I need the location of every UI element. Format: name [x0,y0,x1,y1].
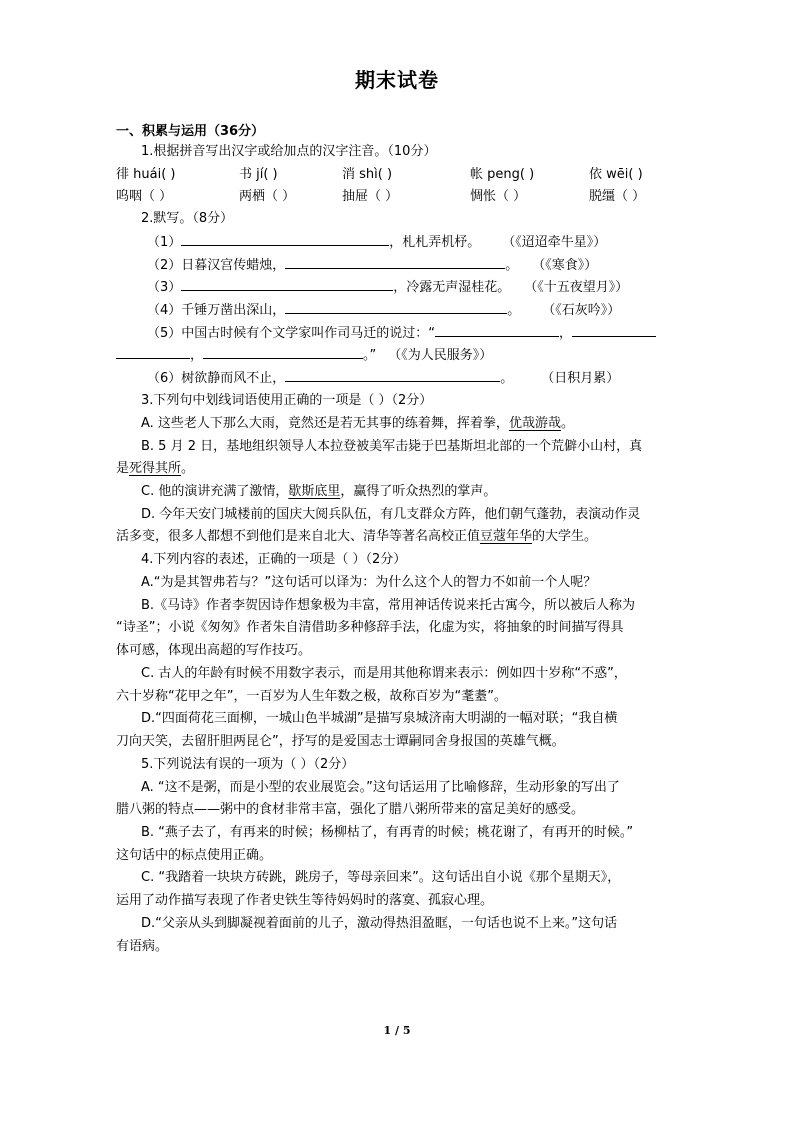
answer-blank[interactable] [181,278,393,291]
option-text: 的大学生。 [532,529,598,544]
question-4-stem: 4.下列内容的表述，正确的一项是（ ）（2分） [141,552,407,567]
dictation-line-5-cont [116,346,492,365]
answer-blank[interactable] [285,301,507,314]
question-5-stem: 5.下列说法有误的一项为（ ）（2分） [141,757,355,772]
option-d: D. 今年天安门城楼前的国庆大阅兵队伍，有几支群众方阵，他们朝气蓬勃，表演动作灵 [141,507,641,522]
line-source: （《十五夜望月》） [524,280,629,295]
line-text: ， [559,326,573,341]
option-d-cont [116,528,597,546]
underlined-word: 豆蔻年华 [480,529,533,544]
underlined-word: 歇斯底里 [288,484,341,499]
line-text: 。 [500,371,514,386]
pinyin-item: 依 wēi( ) [589,167,643,182]
option-a [141,415,574,433]
option-b-cont: 这句话中的标点使用正确。 [116,848,273,863]
option-text: A. 这些老人下那么大雨，竟然还是若无其事的练着舞，挥着拳， [141,416,509,431]
line-text: ， [190,348,204,363]
option-c: C. 古人的年龄有时候不用数字表示，而是用其他称谓来表示：例如四十岁称“不惑”， [141,666,627,681]
line-source: （日积月累） [541,371,620,386]
dictation-line-2 [147,256,597,275]
option-c-cont: 六十岁称“花甲之年”，一百岁为人生年数之极，故称百岁为“耄耋”。 [116,689,507,704]
line-text: （5）中国古时候有个文学家叫作司马迁的说过：“ [147,326,436,341]
dictation-line-6 [147,369,619,388]
line-text: ，札札弄机杼。 [389,235,481,250]
line-text: 。” [363,348,377,363]
answer-blank[interactable] [435,324,559,337]
section-heading: 一、积累与运用（36分） [116,124,265,139]
line-text: ，冷露无声湿桂花。 [393,280,511,295]
question-3-stem: 3.下列句中划线词语使用正确的一项是（ ）（2分） [141,393,433,408]
dictation-line-5 [147,324,656,343]
line-label: （3） [147,280,182,295]
option-text: C. 他的演讲充满了激情， [141,484,289,499]
option-b: B.《马诗》作者李贺因诗作想象极为丰富，常用神话传说来托古寓今，所以被后人称为 [141,598,636,613]
pinyin-item: 脱缰（ ） [589,189,646,204]
option-a-cont: 腊八粥的特点——粥中的食材非常丰富，强化了腊八粥所带来的富足美好的感受。 [116,802,585,817]
option-d-cont: 刀向天笑，去留肝胆两昆仑”，抒写的是爱国志士谭嗣同舍身报国的英雄气概。 [116,734,565,749]
question-1-stem: 1.根据拼音写出汉字或给加点的汉字注音。（10分） [141,144,437,159]
option-c: C. “我踏着一块块方砖跳，跳房子，等母亲回来”。这句话出自小说《那个星期天》， [141,870,621,885]
option-c [141,483,496,501]
option-a: A.“为是其智弗若与？”这句话可以译为：为什么这个人的智力不如前一个人呢？ [141,575,597,590]
pinyin-item: 书 jí( ) [239,167,278,182]
line-source: （《迢迢牵牛星》） [502,235,607,250]
option-b: B. 5 月 2 日，基地组织领导人本拉登被美军击毙于巴基斯坦北部的一个荒僻小山村，真 [141,439,643,454]
dictation-line-4 [147,301,620,320]
question-2-stem: 2.默写。（8分） [141,211,234,226]
option-b: B. “燕子去了，有再来的时候；杨柳枯了，有再青的时候；桃花谢了，有再开的时候。” [141,825,634,840]
option-b-cont: “诗圣”；小说《匆匆》作者朱自清借助多种修辞手法，化虚为实，将抽象的时间描写得具 [116,620,624,635]
line-text: 。 [507,303,521,318]
option-text: 活多变，很多人都想不到他们是来自北大、清华等著名高校正值 [116,529,481,544]
pinyin-item: 抽屉（ ） [342,189,399,204]
line-source: （《寒食》） [532,258,598,273]
option-a: A. “这不是粥，而是小型的农业展览会。”这句话运用了比喻修辞，生动形象的写出了 [141,780,620,795]
answer-blank[interactable] [203,346,363,359]
option-text: 是 [116,461,130,476]
option-text: 。 [181,461,195,476]
line-label: （1） [147,235,182,250]
page-title: 期末试卷 [355,68,439,92]
dictation-line-1 [147,233,606,252]
answer-blank[interactable] [285,369,500,382]
pinyin-item: 徘 huái( ) [116,167,176,182]
option-text: ，赢得了听众热烈的掌声。 [340,484,497,499]
underlined-word: 死得其所 [129,461,182,476]
option-b-cont [116,460,194,478]
dictation-line-3 [147,278,628,297]
line-text: （2）日暮汉宫传蜡烛， [147,258,286,273]
underlined-word: 优哉游哉 [508,416,561,431]
option-d: D.“父亲从头到脚凝视着面前的儿子，激动得热泪盈眶，一句话也说不上来。”这句话 [141,916,618,931]
option-d-cont: 有语病。 [116,939,169,954]
option-b-cont: 体可感，体现出高超的写作技巧。 [116,643,312,658]
option-c-cont: 运用了动作描写表现了作者史铁生等待妈妈时的落寞、孤寂心理。 [116,893,494,908]
pinyin-item: 惆怅（ ） [470,189,527,204]
answer-blank[interactable] [572,324,656,337]
pinyin-item: 帐 peng( ) [470,167,535,182]
option-d: D.“四面荷花三面柳，一城山色半城湖”是描写泉城济南大明湖的一幅对联；“我自横 [141,711,618,726]
page-number: 1 / 5 [383,1024,411,1037]
line-source: （《石灰吟》） [542,303,621,318]
line-text: （4）千锤万凿出深山， [147,303,286,318]
answer-blank[interactable] [116,346,190,359]
line-text: （6）树欲静而风不止， [147,371,286,386]
answer-blank[interactable] [181,233,389,246]
line-text: 。 [505,258,519,273]
line-source: （《为人民服务》） [388,348,493,363]
pinyin-item: 消 shì( ) [342,167,393,182]
pinyin-item: 两栖（ ） [239,189,296,204]
pinyin-item: 呜咽（ ） [116,189,173,204]
answer-blank[interactable] [285,256,505,269]
option-text: 。 [560,416,574,431]
